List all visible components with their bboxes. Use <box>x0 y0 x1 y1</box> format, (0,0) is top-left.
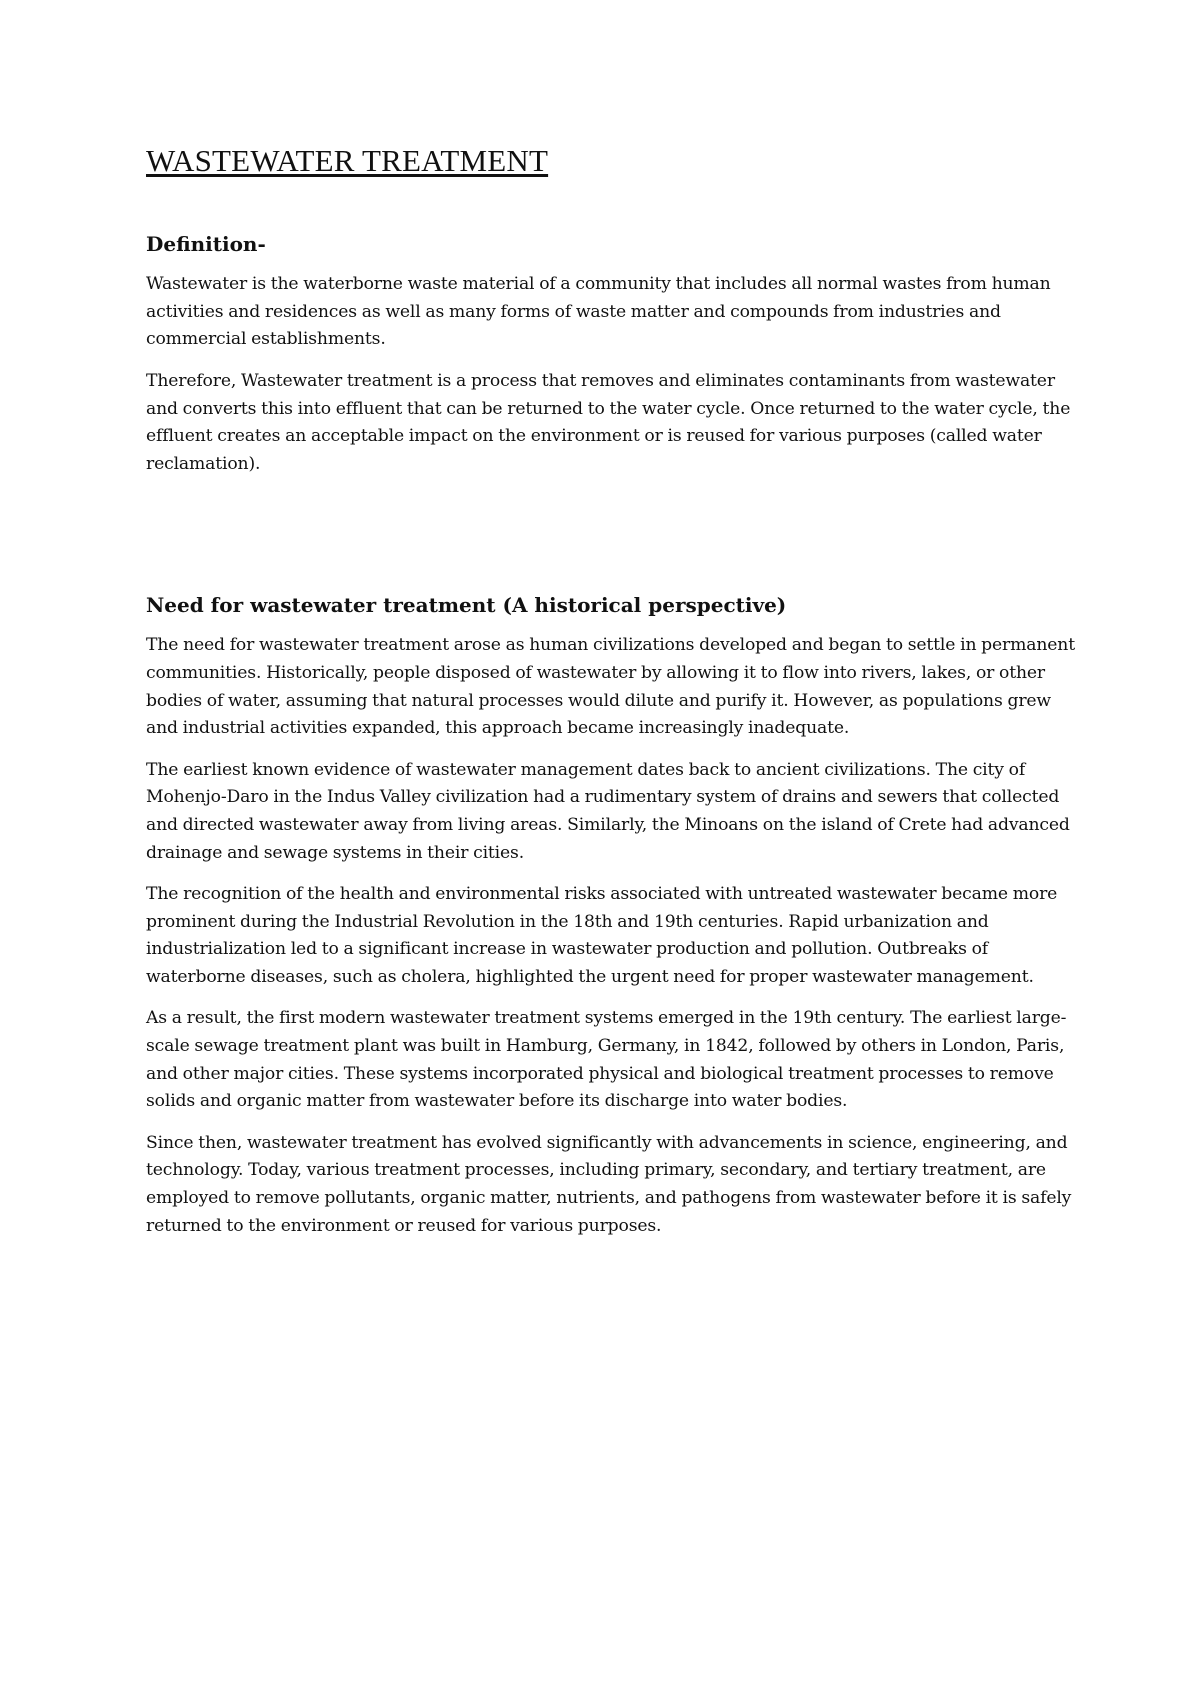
section-heading-need: Need for wastewater treatment (A historical perspective) <box>146 593 787 618</box>
section-spacer <box>146 492 1076 592</box>
paragraph: As a result, the first modern wastewater treatment systems emerged in the 19th century. The earliest large-scale sewage treatment plant was built in Hamburg, Germany, in 1842, followed by others in London, Paris, and other major cities. These systems incorporated physical and biological treatment processes to remove solids and organic matter from wastewater before its discharge into water bodies. <box>146 1008 1067 1112</box>
document-title: WASTEWATER TREATMENT <box>146 143 549 178</box>
paragraph: The earliest known evidence of wastewater management dates back to ancient civilizations. The city of Mohenjo-Daro in the Indus Valley civilization had a rudimentary system of drains and sewers that collected and directed wastewater away from living areas. Similarly, the Minoans on the island of Crete had advanced drainage and sewage systems in their cities. <box>146 759 1070 863</box>
paragraph: Wastewater is the waterborne waste material of a community that includes all normal wastes from human activities and residences as well as many forms of waste matter and compounds from industries and commercial establishments. <box>146 274 1051 350</box>
paragraph: The need for wastewater treatment arose as human civilizations developed and began to settle in permanent communities. Historically, people disposed of wastewater by allowing it to flow into rivers, lakes, or other bodies of water, assuming that natural processes would dilute and purify it. However, as populations grew and industrial activities expanded, this approach became increasingly inadequate. <box>146 635 1075 739</box>
document-body <box>146 142 1076 1254</box>
paragraph: The recognition of the health and environmental risks associated with untreated wastewater became more prominent during the Industrial Revolution in the 18th and 19th centuries. Rapid urbanization and industrialization led to a significant increase in wastewater production and pollution. Outbreaks of waterborne diseases, such as cholera, highlighted the urgent need for proper wastewater management. <box>146 884 1058 987</box>
paragraph: Therefore, Wastewater treatment is a process that removes and eliminates contaminants from wastewater and converts this into effluent that can be returned to the water cycle. Once returned to the water cycle, the effluent creates an acceptable impact on the environment or is reused for various purposes (called water reclamation). <box>146 370 1071 474</box>
paragraph: Since then, wastewater treatment has evolved significantly with advancements in science, engineering, and technology. Today, various treatment processes, including primary, secondary, and tertiary treatment, are employed to remove pollutants, organic matter, nutrients, and pathogens from wastewater before it is safely returned to the environment or reused for various purposes. <box>146 1132 1072 1236</box>
section-heading-definition: Definition- <box>146 232 266 257</box>
